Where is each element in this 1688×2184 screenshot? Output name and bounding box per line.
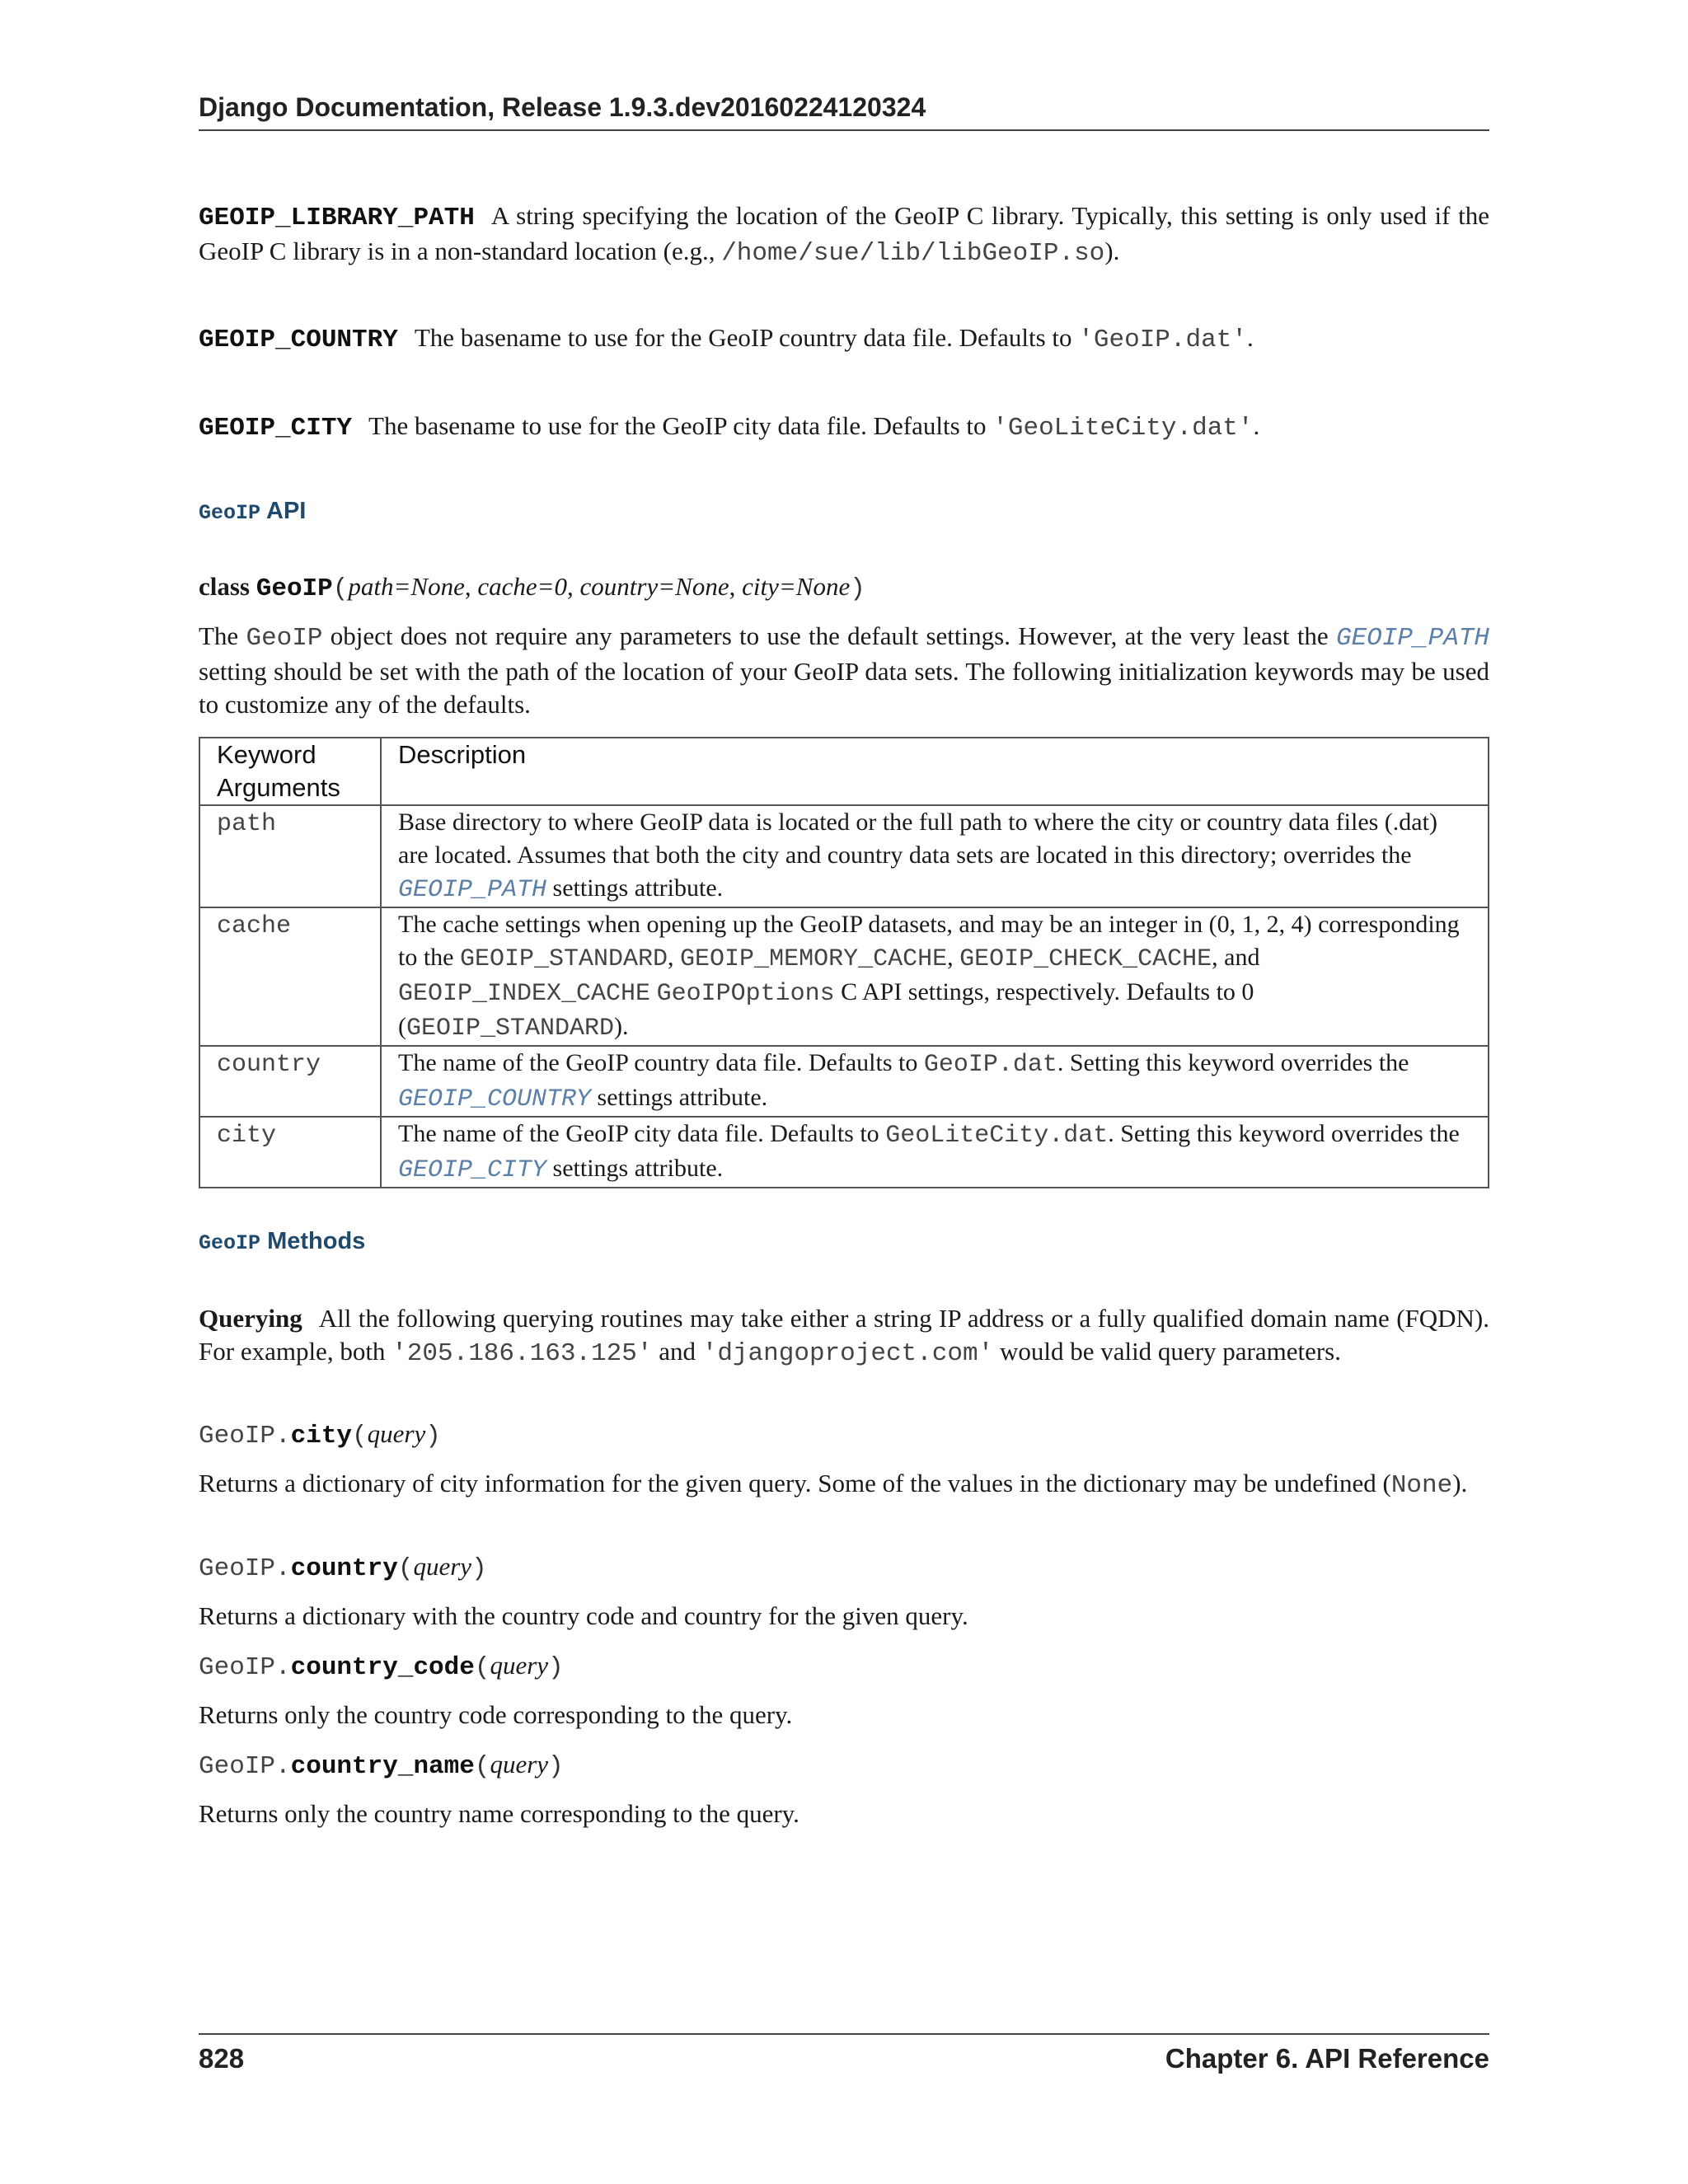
paren-open: ( [397, 1554, 414, 1583]
geoip-city-link[interactable]: GEOIP_CITY [398, 1156, 547, 1184]
paren-open: ( [332, 574, 349, 603]
method-prefix: GeoIP. [199, 1752, 291, 1781]
method-desc-text: ). [1452, 1469, 1468, 1497]
desc-text: , [668, 944, 681, 971]
paren-open: ( [352, 1422, 368, 1451]
desc-text: The name of the GeoIP city data file. Defaults to [398, 1120, 886, 1147]
table-cell-key [199, 1117, 381, 1188]
param-separator: , [464, 572, 478, 601]
desc-text: . Setting this keyword overrides the [1057, 1049, 1409, 1076]
desc-code: GeoIPOptions [656, 980, 835, 1008]
desc-text: object does not require any parameters to use the default settings. However, at the very least the [322, 621, 1336, 650]
table-cell-key [199, 907, 381, 1046]
param: path=None [348, 572, 465, 601]
setting-geoip-library-path [199, 199, 1489, 270]
desc-text: , [947, 944, 960, 971]
desc-text: settings attribute. [546, 1155, 724, 1182]
page-number: 828 [199, 2043, 245, 2074]
method-name: country_name [290, 1752, 475, 1781]
paren-open: ( [474, 1653, 490, 1682]
setting-text: The basename to use for the GeoIP city data file. Defaults to [368, 411, 993, 440]
keyword-name: country [217, 1051, 321, 1079]
setting-code: 'GeoIP.dat' [1078, 326, 1247, 354]
method-arg: query [367, 1419, 426, 1448]
method-description-country-code [199, 1699, 1489, 1732]
desc-text: . Setting this keyword overrides the [1108, 1120, 1460, 1147]
setting-name: GEOIP_CITY [199, 414, 353, 443]
setting-text: ). [1104, 237, 1120, 265]
heading-text: API [260, 498, 307, 524]
table-row [199, 1117, 1489, 1188]
desc-code: GEOIP_MEMORY_CACHE [680, 945, 948, 973]
desc-code: GeoLiteCity.dat [885, 1122, 1109, 1150]
desc-text [650, 978, 657, 1005]
table-row [199, 907, 1489, 1046]
table-cell-key [199, 805, 381, 907]
setting-text: . [1253, 411, 1260, 440]
geoip-path-link[interactable]: GEOIP_PATH [1335, 624, 1489, 653]
method-desc-text: Returns only the country code corresponding to the query. [199, 1700, 793, 1729]
paren-close: ) [548, 1653, 564, 1682]
desc-text: Base directory to where GeoIP data is located or the full path to where the city or country data files (.dat) are located. Assumes that both the city and country data sets are located in this directory; overrides the [398, 808, 1437, 869]
querying-label: Querying [199, 1304, 302, 1333]
desc-code: GEOIP_STANDARD [460, 945, 668, 973]
class-name: GeoIP [256, 574, 333, 603]
method-prefix: GeoIP. [199, 1554, 291, 1583]
setting-geoip-city [199, 410, 1489, 445]
method-name: city [290, 1422, 353, 1451]
desc-code: GeoIP.dat [923, 1051, 1057, 1079]
method-signature-country-code [199, 1649, 564, 1685]
setting-geoip-country [199, 321, 1489, 357]
paren-open: ( [474, 1752, 490, 1781]
class-keyword: class [199, 572, 256, 601]
table-cell-desc [381, 805, 1489, 907]
setting-text: . [1246, 323, 1254, 352]
method-name: country_code [290, 1653, 475, 1682]
paren-close: ) [425, 1422, 441, 1451]
keyword-name: cache [217, 912, 292, 940]
querying-paragraph [199, 1302, 1489, 1371]
heading-code: GeoIP [199, 1231, 261, 1255]
setting-name: GEOIP_LIBRARY_PATH [199, 204, 475, 232]
desc-text: C API settings, respectively. Defaults to 0 ( [398, 978, 1254, 1040]
table-row [199, 805, 1489, 907]
desc-text: settings attribute. [591, 1084, 768, 1111]
method-desc-text: Returns a dictionary of city information for the given query. Some of the values in the dictionary may be undefined ( [199, 1469, 1391, 1497]
table-cell-desc [381, 1117, 1489, 1188]
desc-code: GEOIP_INDEX_CACHE [398, 980, 651, 1008]
method-signature-country [199, 1550, 487, 1586]
setting-code: /home/sue/lib/libGeoIP.so [721, 239, 1105, 268]
querying-code: '205.186.163.125' [392, 1339, 653, 1368]
page-footer [199, 2033, 1489, 2074]
page-header [199, 92, 1489, 131]
querying-text: and [652, 1337, 702, 1366]
querying-text: All the following querying routines may take either a string IP address or a fully qualified domain name (FQDN). For example, both [199, 1304, 1489, 1366]
method-name: country [290, 1554, 398, 1583]
desc-text: , and [1212, 944, 1260, 971]
setting-text: The basename to use for the GeoIP country data file. Defaults to [414, 323, 1079, 352]
desc-text: The name of the GeoIP country data file. Defaults to [398, 1049, 924, 1076]
geoip-path-link[interactable]: GEOIP_PATH [398, 876, 547, 904]
table-cell-desc [381, 1046, 1489, 1117]
desc-text: The cache settings when opening up the GeoIP datasets, and may be an integer in (0, 1, 2, 4) corresponding to the [398, 911, 1460, 971]
querying-text: would be valid query parameters. [993, 1337, 1341, 1366]
section-heading-api [199, 498, 306, 525]
paren-close: ) [548, 1752, 564, 1781]
desc-text: The [199, 621, 246, 650]
setting-code: 'GeoLiteCity.dat' [992, 414, 1254, 443]
table-header-row [199, 738, 1489, 805]
section-heading-methods [199, 1228, 365, 1255]
keyword-arguments-table [199, 737, 1489, 1188]
paren-close: ) [850, 574, 865, 603]
method-signature-country-name [199, 1748, 564, 1783]
method-arg: query [413, 1552, 472, 1581]
method-arg: query [490, 1651, 549, 1680]
desc-code: GEOIP_STANDARD [406, 1015, 615, 1043]
method-description-city [199, 1467, 1489, 1502]
param: city=None [742, 572, 851, 601]
method-prefix: GeoIP. [199, 1422, 291, 1451]
method-prefix: GeoIP. [199, 1653, 291, 1682]
desc-code: GEOIP_CHECK_CACHE [959, 945, 1212, 973]
class-signature [199, 570, 865, 606]
param-separator: , [567, 572, 580, 601]
param: cache=0 [477, 572, 568, 601]
desc-code: GeoIP [246, 624, 323, 653]
heading-text: Methods [260, 1228, 366, 1254]
table-header-description: Description [381, 738, 1489, 805]
desc-text: settings attribute. [546, 874, 724, 902]
method-signature-city [199, 1418, 441, 1453]
param-separator: , [729, 572, 743, 601]
table-cell-desc [381, 907, 1489, 1046]
method-description-country-name [199, 1797, 1489, 1830]
desc-text: setting should be set with the path of the location of your GeoIP data sets. The following initialization keywords may be used to customize any of the defaults. [199, 657, 1489, 719]
paren-close: ) [471, 1554, 487, 1583]
param: country=None [579, 572, 729, 601]
method-description-country [199, 1600, 1489, 1633]
geoip-country-link[interactable]: GEOIP_COUNTRY [398, 1085, 592, 1113]
setting-name: GEOIP_COUNTRY [199, 326, 398, 354]
method-desc-text: Returns only the country name corresponding to the query. [199, 1799, 799, 1828]
method-arg: query [490, 1750, 549, 1779]
table-cell-key [199, 1046, 381, 1117]
method-desc-code: None [1390, 1471, 1453, 1500]
keyword-name: path [217, 810, 277, 838]
table-header-keyword: Keyword Arguments [199, 738, 381, 805]
setting-text: A string specifying the location of the GeoIP C library. Typically, this setting is only used if the GeoIP C library is in a non-standard location (e.g., [199, 201, 1489, 265]
keyword-name: city [217, 1122, 277, 1150]
method-desc-text: Returns a dictionary with the country code and country for the given query. [199, 1601, 968, 1630]
document-title: Django Documentation, Release 1.9.3.dev20160224120324 [199, 92, 926, 122]
heading-code: GeoIP [199, 501, 261, 525]
desc-text: ). [614, 1013, 629, 1040]
querying-code: 'djangoproject.com' [701, 1339, 994, 1368]
class-description [199, 620, 1489, 721]
chapter-title: Chapter 6. API Reference [1165, 2043, 1489, 2074]
table-row [199, 1046, 1489, 1117]
